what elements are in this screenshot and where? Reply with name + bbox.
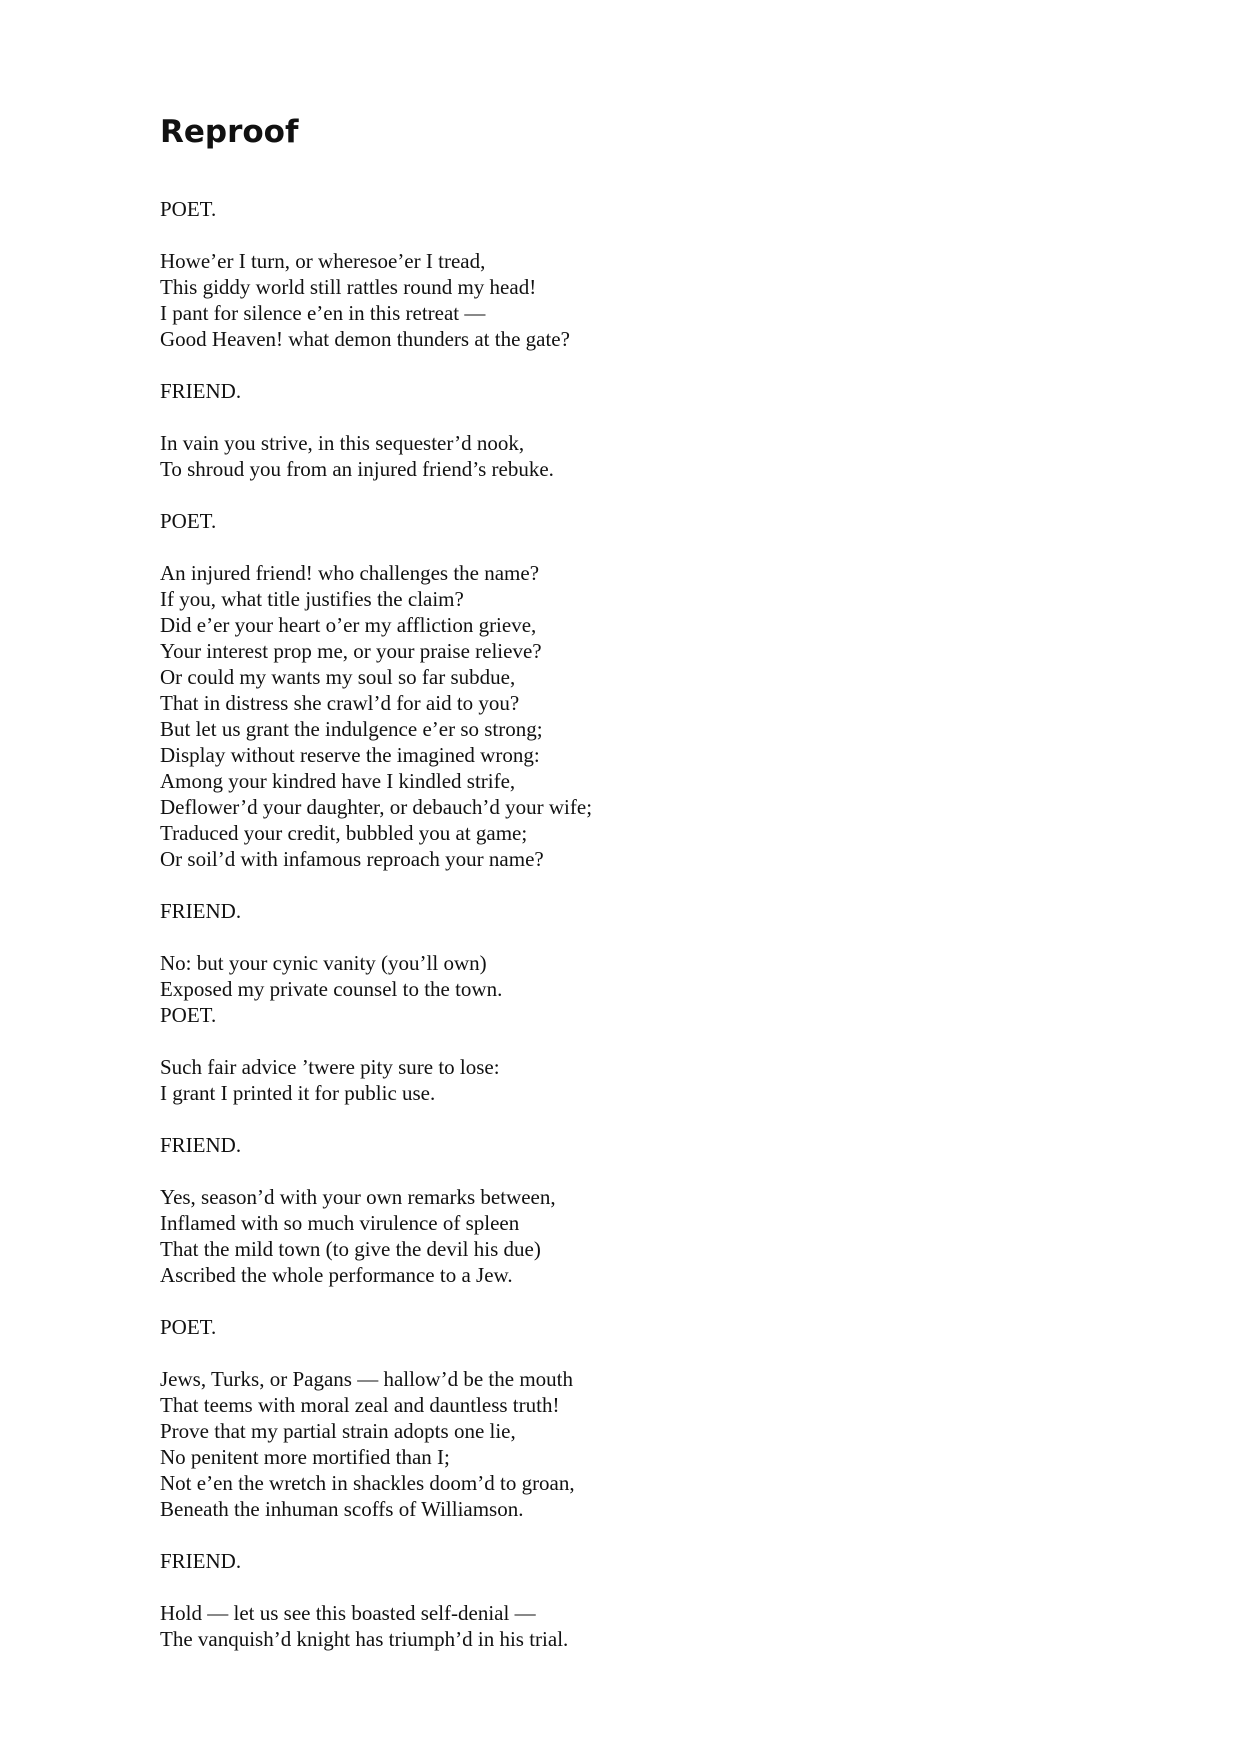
verse-line: Did e’er your heart o’er my affliction grieve, — [160, 613, 537, 637]
speaker-label: POET. — [160, 1003, 217, 1027]
speaker-label: POET. — [160, 1315, 217, 1339]
verse-line: Or soil’d with infamous reproach your name? — [160, 847, 544, 871]
verse-line: Or could my wants my soul so far subdue, — [160, 665, 516, 689]
verse-line: But let us grant the indulgence e’er so strong; — [160, 717, 543, 741]
verse-line: I grant I printed it for public use. — [160, 1081, 436, 1105]
verse-line: Hold — let us see this boasted self-denial — — [160, 1601, 536, 1625]
speaker-label: FRIEND. — [160, 379, 242, 403]
speaker-label: FRIEND. — [160, 1133, 242, 1157]
stanza — [160, 560, 1120, 872]
verse-line: The vanquish’d knight has triumph’d in his trial. — [160, 1627, 569, 1651]
stanza — [160, 1184, 1120, 1288]
verse-line: Traduced your credit, bubbled you at game; — [160, 821, 528, 845]
verse-line: No: but your cynic vanity (you’ll own) — [160, 951, 487, 975]
verse-line: This giddy world still rattles round my head! — [160, 275, 537, 299]
verse-line: Good Heaven! what demon thunders at the gate? — [160, 327, 570, 351]
verse-line: Display without reserve the imagined wrong: — [160, 743, 540, 767]
speaker-label: FRIEND. — [160, 1549, 242, 1573]
verse-line: Deflower’d your daughter, or debauch’d your wife; — [160, 795, 593, 819]
verse-line: An injured friend! who challenges the name? — [160, 561, 540, 585]
verse-line: That the mild town (to give the devil his due) — [160, 1237, 541, 1261]
verse-line: I pant for silence e’en in this retreat — — [160, 301, 486, 325]
verse-line: In vain you strive, in this sequester’d nook, — [160, 431, 525, 455]
stanza — [160, 430, 1120, 482]
page-title: Reproof — [160, 114, 299, 150]
verse-line: Howe’er I turn, or wheresoe’er I tread, — [160, 249, 486, 273]
verse-line: To shroud you from an injured friend’s rebuke. — [160, 457, 554, 481]
verse-line: Such fair advice ’twere pity sure to lose: — [160, 1055, 500, 1079]
stanza — [160, 950, 1120, 1002]
verse-line: Inflamed with so much virulence of spleen — [160, 1211, 520, 1235]
speaker-label: POET. — [160, 197, 217, 221]
verse-line: Among your kindred have I kindled strife, — [160, 769, 516, 793]
verse-line: No penitent more mortified than I; — [160, 1445, 450, 1469]
verse-line: Ascribed the whole performance to a Jew. — [160, 1263, 513, 1287]
stanza — [160, 1600, 1120, 1652]
verse-line: Exposed my private counsel to the town. — [160, 977, 503, 1001]
poem-body — [160, 112, 1120, 1652]
verse-line: That in distress she crawl’d for aid to you? — [160, 691, 520, 715]
verse-line: Your interest prop me, or your praise relieve? — [160, 639, 542, 663]
verse-line: Prove that my partial strain adopts one lie, — [160, 1419, 516, 1443]
speaker-label: POET. — [160, 509, 217, 533]
verse-line: Jews, Turks, or Pagans — hallow’d be the mouth — [160, 1367, 573, 1391]
verse-line: That teems with moral zeal and dauntless truth! — [160, 1393, 560, 1417]
verse-line: Beneath the inhuman scoffs of Williamson. — [160, 1497, 524, 1521]
verse-line: Yes, season’d with your own remarks between, — [160, 1185, 556, 1209]
verse-line: Not e’en the wretch in shackles doom’d to groan, — [160, 1471, 575, 1495]
stanza — [160, 1366, 1120, 1522]
stanza — [160, 248, 1120, 352]
verse-line: If you, what title justifies the claim? — [160, 587, 464, 611]
stanza — [160, 1054, 1120, 1106]
speaker-label: FRIEND. — [160, 899, 242, 923]
